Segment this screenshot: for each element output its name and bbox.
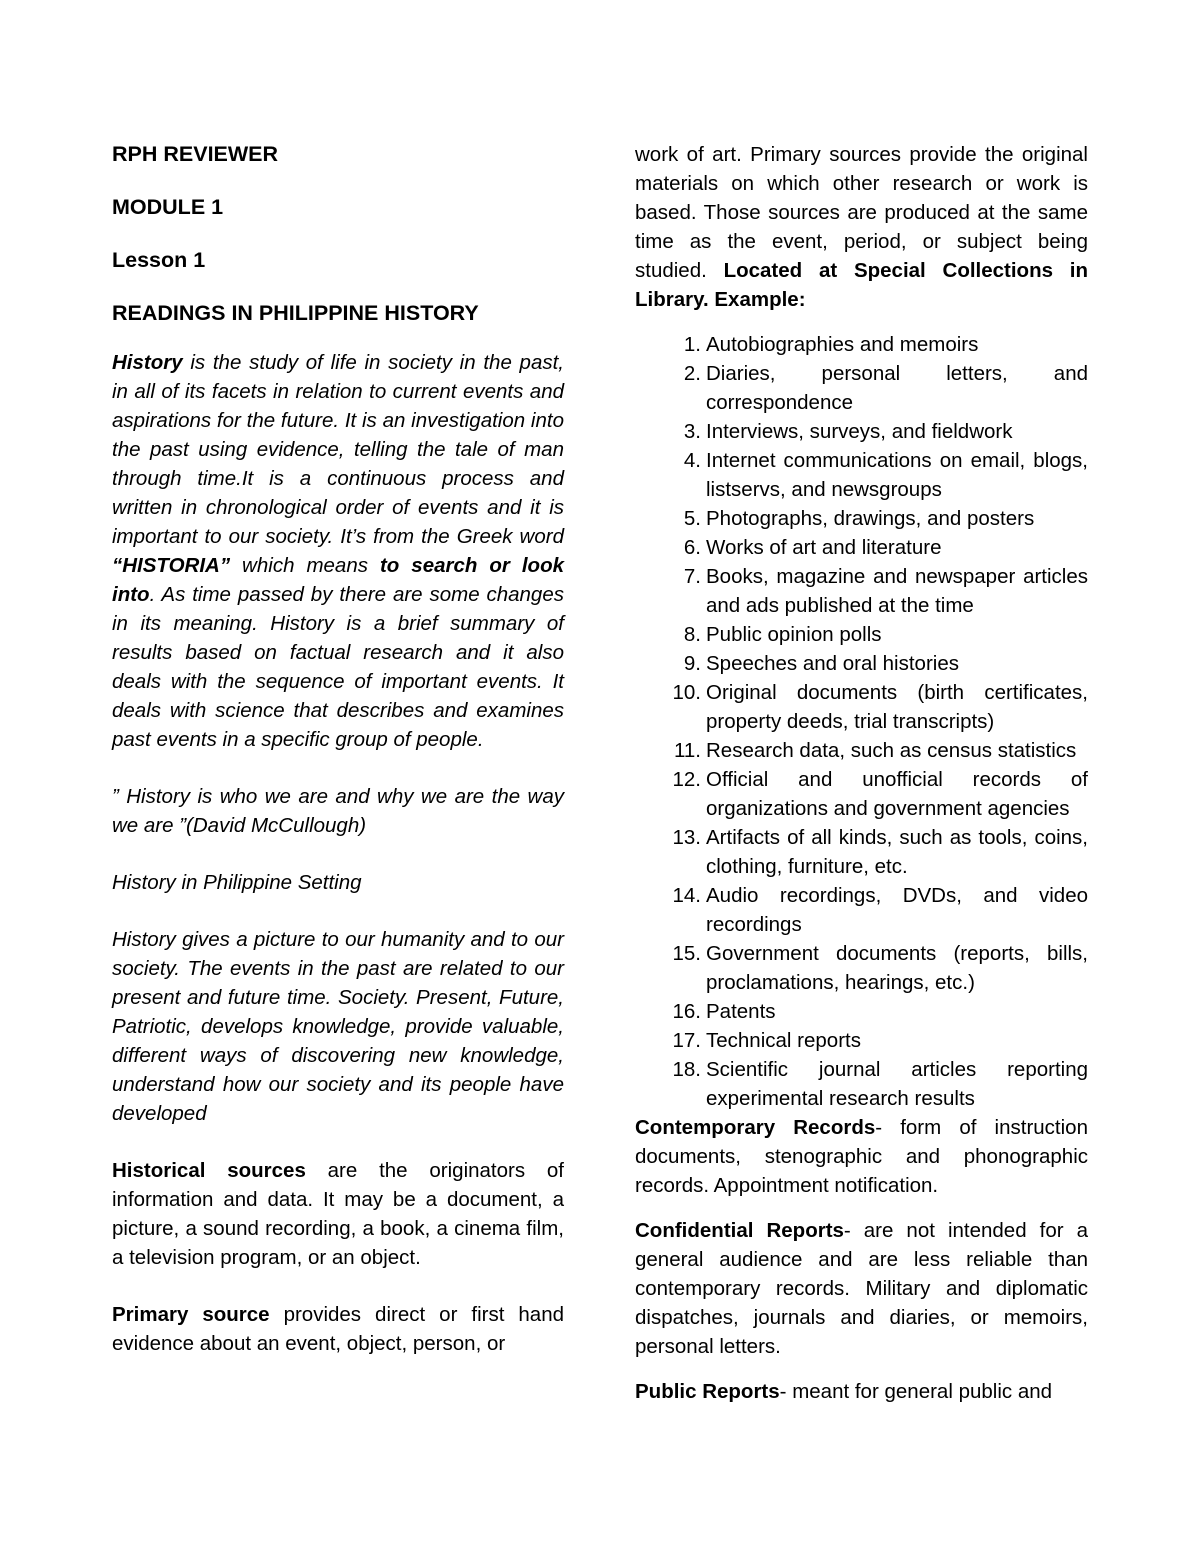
list-item-number: 2. <box>683 362 701 385</box>
list-item-text: Technical reports <box>706 1029 861 1052</box>
list-item <box>635 823 1088 881</box>
list-item-text: Public opinion polls <box>706 623 882 646</box>
list-item-text: Official and unofficial records of organizations and government agencies <box>706 768 1088 820</box>
ph-setting-body: History gives a picture to our humanity and to our society. The events in the past are related to our present and future time. Society. Present, Future, Patriotic, develops knowledge, provide valuable, different ways of discovering new knowledge, understand how our society and its people have developed <box>112 928 564 1125</box>
list-item-text: Artifacts of all kinds, such as tools, coins, clothing, furniture, etc. <box>706 826 1088 878</box>
confidential-reports-term: Confidential Reports <box>635 1219 844 1242</box>
historia-word: “HISTORIA” <box>112 554 231 577</box>
list-item-text: Works of art and literature <box>706 536 942 559</box>
list-item <box>635 939 1088 997</box>
course-heading: READINGS IN PHILIPPINE HISTORY <box>112 301 479 325</box>
list-item-text: Speeches and oral histories <box>706 652 959 675</box>
module-heading: MODULE 1 <box>112 195 224 219</box>
list-item <box>635 765 1088 823</box>
list-item-number: 6. <box>683 536 701 559</box>
list-item <box>635 736 1088 765</box>
mccullough-quote: ” History is who we are and why we are the way we are ”(David McCullough) <box>112 785 564 837</box>
public-reports-term: Public Reports <box>635 1380 780 1403</box>
list-item-text: Scientific journal articles reporting experimental research results <box>706 1058 1088 1110</box>
list-item-text: Audio recordings, DVDs, and video recordings <box>706 884 1088 936</box>
list-item <box>635 678 1088 736</box>
list-item <box>635 533 1088 562</box>
list-item-text: Interviews, surveys, and fieldwork <box>706 420 1013 443</box>
confidential-reports-paragraph: Confidential Reports- are not intended for a general audience and are less reliable than contemporary records. Military and diplomatic dispatches, journals and diaries, or memoirs, personal letters. <box>635 1219 1088 1358</box>
list-item-number: 4. <box>683 449 701 472</box>
list-item-number: 7. <box>683 565 701 588</box>
primary-source-examples-list <box>635 330 1088 1113</box>
historical-sources-term: Historical sources <box>112 1159 306 1182</box>
history-definition: History is the study of life in society in the past, in all of its facets in relation to current events and aspirations for the future. It is an investigation into the past using evidence, telling the tale of man through time.It is a continuous process and written in chronological order of events and it is important to our society. It’s from the Greek word “HISTORIA” which means to search or look into. As time passed by there are some changes in its meaning. History is a brief summary of results based on factual research and it also deals with the sequence of important events. It deals with science that describes and examines past events in a specific group of people. <box>112 351 565 751</box>
list-item <box>635 620 1088 649</box>
list-item <box>635 417 1088 446</box>
list-item <box>635 562 1088 620</box>
primary-source-continued: work of art. Primary sources provide the original materials on which other research or work is based. Those sources are produced at the same time as the event, period, or subject being studied. Located at Special Collections in Library. Example: <box>635 143 1088 311</box>
list-item <box>635 504 1088 533</box>
list-item-number: 18. <box>672 1058 701 1081</box>
ph-setting-title: History in Philippine Setting <box>112 871 362 894</box>
list-item-number: 13. <box>672 826 701 849</box>
history-term: History <box>112 351 183 374</box>
list-item-number: 16. <box>672 1000 701 1023</box>
list-item <box>635 649 1088 678</box>
list-item-text: Internet communications on email, blogs, listservs, and newsgroups <box>706 449 1088 501</box>
list-item-number: 9. <box>683 652 701 675</box>
list-item-number: 12. <box>672 768 701 791</box>
list-item-text: Research data, such as census statistics <box>706 739 1077 762</box>
list-item-number: 5. <box>683 507 701 530</box>
contemporary-records-paragraph: Contemporary Records- form of instruction documents, stenographic and phonographic records. Appointment notification. <box>635 1116 1088 1197</box>
search-phrase: to search or look into <box>112 554 565 606</box>
primary-source-paragraph: Primary source provides direct or first hand evidence about an event, object, person, or <box>112 1303 564 1355</box>
right-column <box>635 140 1088 1406</box>
list-item-number: 3. <box>683 420 701 443</box>
list-item-text: Books, magazine and newspaper articles and ads published at the time <box>706 565 1088 617</box>
list-item-text: Diaries, personal letters, and correspondence <box>706 362 1088 414</box>
list-item-text: Patents <box>706 1000 776 1023</box>
historical-sources-paragraph: Historical sources are the originators of information and data. It may be a document, a picture, a sound recording, a book, a cinema film, a television program, or an object. <box>112 1159 564 1269</box>
list-item <box>635 997 1088 1026</box>
list-item-number: 1. <box>683 333 701 356</box>
list-item-text: Government documents (reports, bills, proclamations, hearings, etc.) <box>706 942 1088 994</box>
list-item-text: Original documents (birth certificates, property deeds, trial transcripts) <box>706 681 1088 733</box>
list-item <box>635 1026 1088 1055</box>
left-column <box>112 140 564 1358</box>
primary-source-term: Primary source <box>112 1303 270 1326</box>
doc-title: RPH REVIEWER <box>112 142 279 166</box>
list-item-number: 14. <box>672 884 701 907</box>
list-item-number: 15. <box>672 942 701 965</box>
list-item <box>635 446 1088 504</box>
list-item <box>635 1055 1088 1113</box>
list-item-number: 17. <box>672 1029 701 1052</box>
list-item <box>635 881 1088 939</box>
list-item <box>635 330 1088 359</box>
special-collections-note: Located at Special Collections in Library. Example: <box>635 259 1088 311</box>
list-item-number: 8. <box>683 623 701 646</box>
contemporary-records-term: Contemporary Records <box>635 1116 876 1139</box>
list-item <box>635 359 1088 417</box>
list-item-number: 10. <box>672 681 701 704</box>
public-reports-paragraph: Public Reports- meant for general public and <box>635 1380 1053 1403</box>
list-item-number: 11. <box>674 739 701 762</box>
list-item-text: Photographs, drawings, and posters <box>706 507 1035 530</box>
lesson-heading: Lesson 1 <box>112 248 206 272</box>
list-item-text: Autobiographies and memoirs <box>706 333 979 356</box>
